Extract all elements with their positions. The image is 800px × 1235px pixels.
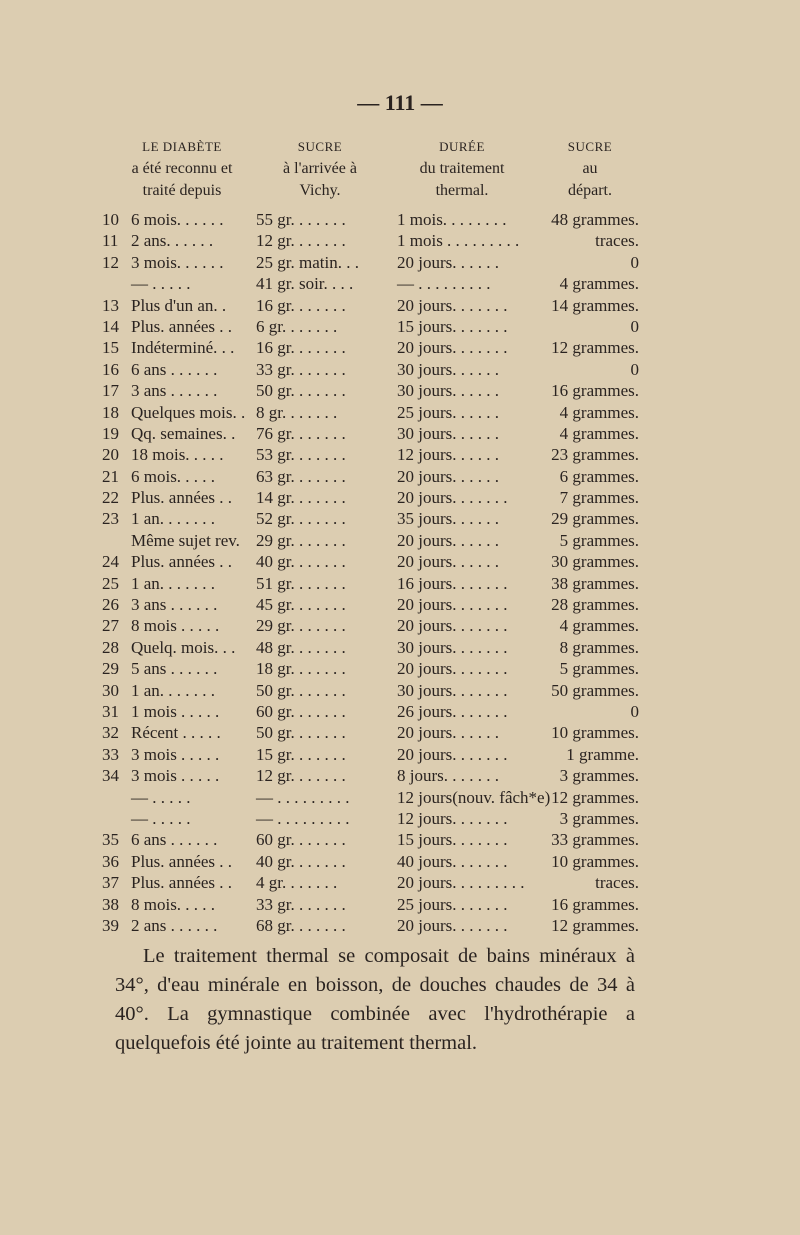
duration-cell: 35 jours. . . . . .	[397, 509, 499, 529]
case-number: 37	[102, 873, 119, 893]
sugar-departure-cell: 4 grammes.	[559, 402, 639, 422]
paragraph-text: Le traitement thermal se composait de bains minéraux à 34°, d'eau minérale en boisson, de douches chaudes de 34 à 40°. La gymnastique combinée avec l'hydrothérapie a quelquefois été jointe au traitement thermal.	[115, 945, 635, 1054]
case-number: 16	[102, 359, 119, 379]
sugar-arrival-cell: 18 gr. . . . . . .	[256, 659, 346, 679]
case-number: 12	[102, 252, 119, 272]
case-number: 18	[102, 402, 119, 422]
sugar-arrival-cell: 33 gr. . . . . . .	[256, 894, 346, 914]
duration-cell: 20 jours. . . . . .	[397, 466, 499, 486]
duration-cell: 20 jours. . . . . . .	[397, 295, 508, 315]
onset-cell: 18 mois. . . . .	[131, 445, 224, 465]
sugar-arrival-cell: 48 gr. . . . . . .	[256, 637, 346, 657]
duration-cell: 20 jours. . . . . .	[397, 723, 499, 743]
table-row	[0, 380, 800, 401]
case-number: 34	[102, 766, 119, 786]
sugar-departure-cell: 10 grammes.	[551, 723, 639, 743]
case-number: 25	[102, 573, 119, 593]
table-row	[0, 701, 800, 722]
case-number: 19	[102, 423, 119, 443]
sugar-arrival-cell: 29 gr. . . . . . .	[256, 616, 346, 636]
duration-cell: 25 jours. . . . . . .	[397, 894, 508, 914]
case-number: 29	[102, 659, 119, 679]
table-row	[0, 252, 800, 273]
sugar-arrival-cell: 76 gr. . . . . . .	[256, 423, 346, 443]
onset-cell: — . . . . .	[131, 808, 191, 828]
sugar-departure-cell: 38 grammes.	[551, 573, 639, 593]
sugar-arrival-cell: 53 gr. . . . . . .	[256, 445, 346, 465]
case-number: 30	[102, 680, 119, 700]
sugar-arrival-cell: 29 gr. . . . . . .	[256, 530, 346, 550]
case-number: 24	[102, 552, 119, 572]
sugar-departure-cell: 48 grammes.	[551, 210, 639, 229]
sugar-departure-cell: 33 grammes.	[551, 830, 639, 850]
duration-cell: 20 jours. . . . . . .	[397, 659, 508, 679]
sugar-arrival-cell: 45 gr. . . . . . .	[256, 595, 346, 615]
header-duration: DURÉE du traitement thermal.	[419, 139, 505, 199]
sugar-departure-cell: 12 grammes.	[551, 787, 639, 807]
table-row	[0, 594, 800, 615]
duration-cell: 15 jours. . . . . . .	[397, 316, 508, 336]
sugar-departure-cell: 3 grammes.	[559, 808, 639, 828]
table-row	[0, 530, 800, 551]
table-body	[0, 209, 800, 936]
table-row	[0, 851, 800, 872]
onset-cell: Quelques mois. .	[131, 402, 246, 422]
sugar-arrival-cell: 15 gr. . . . . . .	[256, 744, 346, 764]
sugar-arrival-cell: 12 gr. . . . . . .	[256, 231, 346, 251]
onset-cell: 2 ans . . . . . .	[131, 915, 218, 935]
table-row	[0, 658, 800, 679]
onset-cell: Plus. années . .	[131, 552, 233, 572]
case-number: 17	[102, 381, 119, 401]
sugar-arrival-cell: 14 gr. . . . . . .	[256, 488, 346, 508]
table-row	[0, 615, 800, 636]
sugar-departure-cell: 16 grammes.	[551, 381, 639, 401]
onset-cell: 1 mois . . . . .	[131, 701, 220, 721]
table-row	[0, 744, 800, 765]
onset-cell: 1 an. . . . . . .	[131, 509, 216, 529]
sugar-departure-cell: 4 grammes.	[559, 423, 639, 443]
duration-cell: 8 jours. . . . . . .	[397, 766, 499, 786]
table-row	[0, 295, 800, 316]
duration-cell: 1 mois. . . . . . . .	[397, 210, 507, 229]
sugar-arrival-cell: 50 gr. . . . . . .	[256, 680, 346, 700]
onset-cell: Même sujet rev.	[131, 530, 240, 550]
sugar-departure-cell: 28 grammes.	[551, 595, 639, 615]
onset-cell: Qq. semaines. .	[131, 423, 236, 443]
table-row	[0, 573, 800, 594]
sugar-departure-cell: 5 grammes.	[559, 530, 639, 550]
onset-cell: 1 an. . . . . . .	[131, 680, 216, 700]
sugar-arrival-cell: 16 gr. . . . . . .	[256, 295, 346, 315]
duration-cell: 25 jours. . . . . .	[397, 402, 499, 422]
onset-cell: 5 ans . . . . . .	[131, 659, 218, 679]
duration-cell: 12 jours(nouv. fâch*e)	[397, 787, 551, 807]
sugar-arrival-cell: — . . . . . . . . .	[256, 808, 350, 828]
duration-cell: 1 mois . . . . . . . . .	[397, 231, 520, 251]
onset-cell: 6 mois. . . . . .	[131, 210, 224, 229]
duration-cell: 12 jours. . . . . . .	[397, 808, 508, 828]
sugar-departure-cell: 12 grammes.	[551, 338, 639, 358]
case-number: 23	[102, 509, 119, 529]
onset-cell: 3 ans . . . . . .	[131, 595, 218, 615]
header-sugar-departure: SUCRE au départ.	[567, 139, 613, 199]
duration-cell: 20 jours. . . . . .	[397, 252, 499, 272]
duration-cell: 16 jours. . . . . . .	[397, 573, 508, 593]
header-sugar-arrival: SUCRE à l'arrivée à Vichy.	[283, 139, 357, 199]
duration-cell: 20 jours. . . . . . .	[397, 338, 508, 358]
case-number: 26	[102, 595, 119, 615]
onset-cell: 6 ans . . . . . .	[131, 830, 218, 850]
table-row	[0, 551, 800, 572]
sugar-arrival-cell: 52 gr. . . . . . .	[256, 509, 346, 529]
onset-cell: 3 mois . . . . .	[131, 766, 220, 786]
onset-cell: Plus. années . .	[131, 851, 233, 871]
onset-cell: Quelq. mois. . .	[131, 637, 236, 657]
sugar-arrival-cell: 60 gr. . . . . . .	[256, 701, 346, 721]
table-row	[0, 230, 800, 251]
onset-cell: 3 mois . . . . .	[131, 744, 220, 764]
table-row	[0, 894, 800, 915]
sugar-arrival-cell: 16 gr. . . . . . .	[256, 338, 346, 358]
case-number: 27	[102, 616, 119, 636]
table-row	[0, 680, 800, 701]
case-number: 31	[102, 701, 119, 721]
sugar-arrival-cell: 8 gr. . . . . . .	[256, 402, 338, 422]
case-number: 38	[102, 894, 119, 914]
sugar-departure-cell: 12 grammes.	[551, 915, 639, 935]
onset-cell: Plus. années . .	[131, 488, 233, 508]
sugar-departure-cell: 0	[630, 252, 639, 272]
table-row	[0, 915, 800, 936]
onset-cell: 8 mois . . . . .	[131, 616, 220, 636]
onset-cell: Plus d'un an. .	[131, 295, 227, 315]
sugar-departure-cell: 7 grammes.	[559, 488, 639, 508]
onset-cell: 3 ans . . . . . .	[131, 381, 218, 401]
duration-cell: — . . . . . . . . .	[397, 274, 491, 294]
sugar-arrival-cell: 50 gr. . . . . . .	[256, 723, 346, 743]
table-row	[0, 808, 800, 829]
sugar-arrival-cell: 40 gr. . . . . . .	[256, 851, 346, 871]
onset-cell: — . . . . .	[131, 274, 191, 294]
onset-cell: — . . . . .	[131, 787, 191, 807]
table-row	[0, 466, 800, 487]
table-row	[0, 337, 800, 358]
table-row	[0, 722, 800, 743]
table-row	[0, 444, 800, 465]
table-row	[0, 273, 800, 294]
page-number: — 111 —	[357, 90, 443, 115]
sugar-departure-cell: 0	[630, 316, 639, 336]
sugar-arrival-cell: 60 gr. . . . . . .	[256, 830, 346, 850]
case-number: 13	[102, 295, 119, 315]
sugar-departure-cell: 0	[630, 701, 639, 721]
header-onset: LE DIABÈTE a été reconnu et traité depuis	[131, 139, 233, 199]
sugar-arrival-cell: 63 gr. . . . . . .	[256, 466, 346, 486]
sugar-arrival-cell: 25 gr. matin. . .	[256, 252, 359, 272]
sugar-departure-cell: 14 grammes.	[551, 295, 639, 315]
sugar-departure-cell: 4 grammes.	[559, 616, 639, 636]
case-number: 15	[102, 338, 119, 358]
case-number: 22	[102, 488, 119, 508]
case-number: 36	[102, 851, 119, 871]
table-row	[0, 423, 800, 444]
sugar-arrival-cell: — . . . . . . . . .	[256, 787, 350, 807]
sugar-arrival-cell: 4 gr. . . . . . .	[256, 873, 338, 893]
table-row	[0, 316, 800, 337]
sugar-departure-cell: 29 grammes.	[551, 509, 639, 529]
table-row	[0, 765, 800, 786]
onset-cell: 2 ans. . . . . .	[131, 231, 214, 251]
case-number: 10	[102, 210, 119, 229]
onset-cell: 6 ans . . . . . .	[131, 359, 218, 379]
onset-cell: Récent . . . . .	[131, 723, 221, 743]
case-number: 39	[102, 915, 119, 935]
duration-cell: 30 jours. . . . . .	[397, 381, 499, 401]
sugar-departure-cell: traces.	[595, 873, 639, 893]
sugar-arrival-cell: 6 gr. . . . . . .	[256, 316, 338, 336]
duration-cell: 20 jours. . . . . . . . .	[397, 873, 525, 893]
duration-cell: 30 jours. . . . . .	[397, 423, 499, 443]
sugar-arrival-cell: 41 gr. soir. . . .	[256, 274, 354, 294]
table-row	[0, 829, 800, 850]
table-row	[0, 872, 800, 893]
duration-cell: 40 jours. . . . . . .	[397, 851, 508, 871]
duration-cell: 20 jours. . . . . . .	[397, 595, 508, 615]
sugar-departure-cell: 8 grammes.	[559, 637, 639, 657]
duration-cell: 26 jours. . . . . . .	[397, 701, 508, 721]
sugar-departure-cell: 6 grammes.	[559, 466, 639, 486]
table-row	[0, 508, 800, 529]
sugar-departure-cell: traces.	[595, 231, 639, 251]
case-number: 28	[102, 637, 119, 657]
sugar-departure-cell: 23 grammes.	[551, 445, 639, 465]
table-row	[0, 402, 800, 423]
duration-cell: 20 jours. . . . . . .	[397, 488, 508, 508]
closing-paragraph	[115, 942, 635, 1058]
sugar-departure-cell: 3 grammes.	[559, 766, 639, 786]
duration-cell: 30 jours. . . . . . .	[397, 637, 508, 657]
case-number: 20	[102, 445, 119, 465]
onset-cell: 6 mois. . . . .	[131, 466, 216, 486]
sugar-departure-cell: 16 grammes.	[551, 894, 639, 914]
sugar-departure-cell: 10 grammes.	[551, 851, 639, 871]
duration-cell: 15 jours. . . . . . .	[397, 830, 508, 850]
sugar-arrival-cell: 12 gr. . . . . . .	[256, 766, 346, 786]
sugar-departure-cell: 1 gramme.	[566, 744, 639, 764]
sugar-arrival-cell: 40 gr. . . . . . .	[256, 552, 346, 572]
sugar-arrival-cell: 33 gr. . . . . . .	[256, 359, 346, 379]
sugar-arrival-cell: 51 gr. . . . . . .	[256, 573, 346, 593]
table-header	[0, 140, 800, 200]
duration-cell: 30 jours. . . . . .	[397, 359, 499, 379]
table-row	[0, 359, 800, 380]
case-number: 14	[102, 316, 119, 336]
duration-cell: 20 jours. . . . . .	[397, 552, 499, 572]
sugar-departure-cell: 30 grammes.	[551, 552, 639, 572]
case-number: 33	[102, 744, 119, 764]
duration-cell: 20 jours. . . . . .	[397, 530, 499, 550]
sugar-arrival-cell: 55 gr. . . . . . .	[256, 210, 346, 229]
sugar-arrival-cell: 50 gr. . . . . . .	[256, 381, 346, 401]
table-row	[0, 787, 800, 808]
case-number: 32	[102, 723, 119, 743]
sugar-departure-cell: 5 grammes.	[559, 659, 639, 679]
onset-cell: 1 an. . . . . . .	[131, 573, 216, 593]
onset-cell: Plus. années . .	[131, 316, 233, 336]
table-row	[0, 637, 800, 658]
case-number: 21	[102, 466, 119, 486]
onset-cell: Indéterminé. . .	[131, 338, 235, 358]
case-number: 11	[102, 231, 119, 251]
table-row	[0, 209, 800, 230]
duration-cell: 20 jours. . . . . . .	[397, 616, 508, 636]
sugar-arrival-cell: 68 gr. . . . . . .	[256, 915, 346, 935]
table-row	[0, 487, 800, 508]
sugar-departure-cell: 50 grammes.	[551, 680, 639, 700]
onset-cell: 8 mois. . . . .	[131, 894, 216, 914]
duration-cell: 20 jours. . . . . . .	[397, 744, 508, 764]
onset-cell: Plus. années . .	[131, 873, 233, 893]
duration-cell: 12 jours. . . . . .	[397, 445, 499, 465]
sugar-departure-cell: 4 grammes.	[559, 274, 639, 294]
duration-cell: 20 jours. . . . . . .	[397, 915, 508, 935]
case-number: 35	[102, 830, 119, 850]
sugar-departure-cell: 0	[630, 359, 639, 379]
duration-cell: 30 jours. . . . . . .	[397, 680, 508, 700]
onset-cell: 3 mois. . . . . .	[131, 252, 224, 272]
